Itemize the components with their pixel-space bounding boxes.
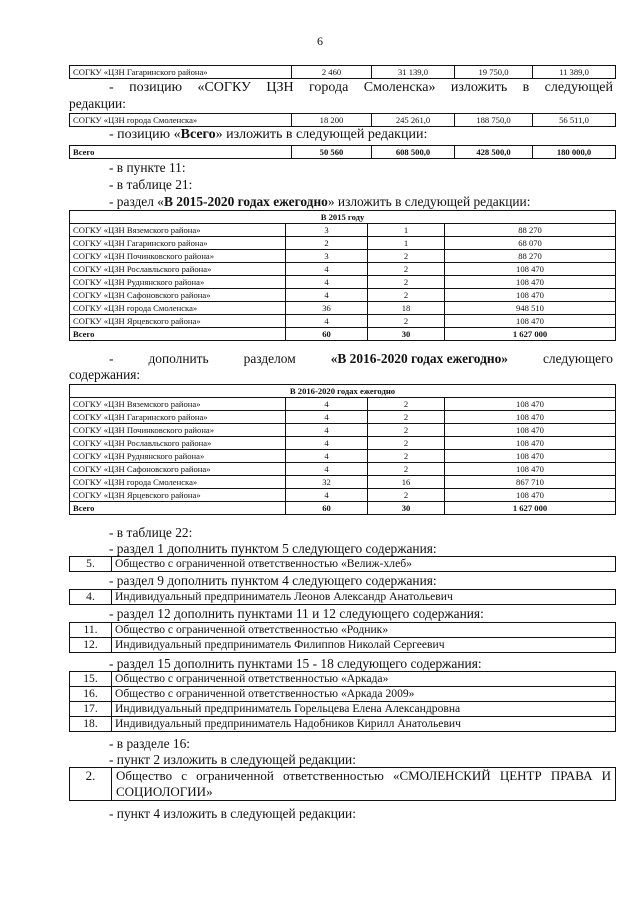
word: в: [522, 80, 530, 95]
table-row: [70, 328, 616, 341]
table-row: [70, 237, 616, 250]
cell-amount: 948 510: [445, 302, 616, 315]
table-2016: [69, 384, 616, 515]
list-item-text: Индивидуальный предприниматель Филиппов Николай Сергеевич: [112, 638, 616, 653]
table-2015: [69, 210, 616, 341]
table-total: [69, 145, 616, 159]
table-row: [70, 289, 616, 302]
word: города: [309, 80, 349, 95]
list-item-number: 4.: [70, 590, 112, 605]
table-row: [70, 315, 616, 328]
cell-count: 3: [286, 224, 368, 237]
cell-count: 2: [368, 315, 445, 328]
table-row: [70, 489, 616, 502]
paragraph-section-1: - раздел 1 дополнить пунктом 5 следующего содержания:: [109, 541, 437, 556]
paragraph-item-4: - пункт 4 изложить в следующей редакции:: [109, 806, 356, 821]
text: - раздел «: [109, 194, 164, 209]
list-item-text: Общество с ограниченной ответственностью «Аркада»: [112, 672, 616, 687]
word: следующего: [542, 351, 613, 366]
table-header: В 2015 году: [70, 211, 616, 224]
list-item-text: Общество с ограниченной ответственностью «Аркада 2009»: [112, 687, 616, 702]
cell-count: 30: [368, 502, 445, 515]
cell-amount: 108 470: [445, 315, 616, 328]
list-item-number: 16.: [70, 687, 112, 702]
cell-count: 1: [368, 237, 445, 250]
paragraph-position-smolensk: [109, 80, 613, 95]
row-name: СОГКУ «ЦЗН Гагаринского района»: [70, 411, 286, 424]
list-item-2: [69, 767, 616, 801]
list-item-line: СОЦИОЛОГИИ»: [116, 784, 213, 799]
table-row: [70, 424, 616, 437]
row-name: СОГКУ «ЦЗН Сафоновского района»: [70, 463, 286, 476]
text: - позицию «: [109, 127, 181, 142]
row-name: СОГКУ «ЦЗН Рославльского района»: [70, 263, 286, 276]
cell-count: 1: [368, 224, 445, 237]
cell-value: 245 261,0: [372, 114, 455, 127]
cell-count: 4: [286, 489, 368, 502]
paragraph-section-2015: [109, 194, 530, 209]
row-name: СОГКУ «ЦЗН Вяземского района»: [70, 398, 286, 411]
word: ограниченной: [196, 768, 274, 783]
cell-count: 30: [368, 328, 445, 341]
word: с: [181, 768, 188, 783]
cell-count: 4: [286, 398, 368, 411]
table-row: [70, 114, 616, 127]
word: Смоленска»: [363, 80, 436, 95]
row-name: СОГКУ «ЦЗН Починковского района»: [70, 250, 286, 263]
table-row: [70, 502, 616, 515]
cell-value: 56 511,0: [533, 114, 616, 127]
list-body: [70, 557, 616, 572]
table-smolensk: [69, 113, 616, 127]
word: «СМОЛЕНСКИЙ: [392, 768, 491, 783]
row-name: Всего: [70, 146, 292, 159]
cell-count: 4: [286, 276, 368, 289]
cell-amount: 108 470: [445, 450, 616, 463]
cell-amount: 108 470: [445, 463, 616, 476]
row-name: СОГКУ «ЦЗН Вяземского района»: [70, 224, 286, 237]
row-name: Всего: [70, 328, 286, 341]
cell-amount: 867 710: [445, 476, 616, 489]
cell-value: 11 389,0: [533, 66, 616, 79]
word: следующей: [544, 80, 613, 95]
word: «СОГКУ: [197, 80, 251, 95]
cell-amount: 108 470: [445, 289, 616, 302]
cell-value: 31 139,0: [372, 66, 455, 79]
cell-count: 2: [368, 489, 445, 502]
table-row: [70, 302, 616, 315]
list-item: [70, 687, 616, 702]
row-name: СОГКУ «ЦЗН Ярцевского района»: [70, 315, 286, 328]
list-section-1: [69, 556, 616, 572]
cell-count: 18: [368, 302, 445, 315]
cell-count: 16: [368, 476, 445, 489]
table-row: [70, 224, 616, 237]
cell-value: 50 560: [292, 146, 372, 159]
list-section-9: [69, 589, 616, 605]
paragraph-table-21: - в таблице 21:: [109, 177, 193, 192]
cell-amount: 68 070: [445, 237, 616, 250]
word: -: [109, 80, 114, 95]
cell-amount: 108 470: [445, 489, 616, 502]
row-name: СОГКУ «ЦЗН Рославльского района»: [70, 437, 286, 450]
cell-count: 2: [368, 276, 445, 289]
cell-amount: 108 470: [445, 263, 616, 276]
cell-amount: 88 270: [445, 250, 616, 263]
cell-amount: 1 627 000: [445, 502, 616, 515]
paragraph-section-9: - раздел 9 дополнить пунктом 4 следующего содержания:: [109, 573, 437, 588]
table-row: [70, 450, 616, 463]
cell-count: 4: [286, 463, 368, 476]
table-row: [70, 146, 616, 159]
cell-amount: 108 470: [445, 398, 616, 411]
list-item-number: 5.: [70, 557, 112, 572]
list-section-12: [69, 622, 616, 653]
paragraph-line: редакции:: [69, 96, 126, 111]
cell-value: 2 460: [292, 66, 372, 79]
row-name: СОГКУ «ЦЗН Гагаринского района»: [70, 66, 292, 79]
word: ЦЗН: [266, 80, 294, 95]
row-name: СОГКУ «ЦЗН города Смоленска»: [70, 302, 286, 315]
cell-count: 36: [286, 302, 368, 315]
cell-count: 4: [286, 424, 368, 437]
word: разделом: [243, 351, 296, 366]
paragraph-section-16: - в разделе 16:: [109, 736, 191, 751]
cell-value: 188 750,0: [455, 114, 533, 127]
text-bold: Всего: [180, 127, 216, 142]
list-item-number: 11.: [70, 623, 112, 638]
cell-count: 2: [368, 437, 445, 450]
cell-count: 60: [286, 502, 368, 515]
word: изложить: [450, 80, 508, 95]
cell-count: 32: [286, 476, 368, 489]
paragraph-table-22: - в таблице 22:: [109, 525, 193, 540]
list-body: [70, 590, 616, 605]
table-row: [70, 463, 616, 476]
list-item: [70, 590, 616, 605]
table-header: В 2016-2020 годах ежегодно: [70, 385, 616, 398]
cell-value: 428 500,0: [455, 146, 533, 159]
table-row: [70, 250, 616, 263]
list-item-text: Индивидуальный предприниматель Надобников Кирилл Анатольевич: [112, 717, 616, 732]
cell-count: 2: [368, 463, 445, 476]
table-row: [70, 263, 616, 276]
text: » изложить в следующей редакции:: [327, 194, 531, 209]
row-name: Всего: [70, 502, 286, 515]
list-body: [70, 672, 616, 732]
list-item-text: Индивидуальный предприниматель Горельцева Елена Александровна: [112, 702, 616, 717]
list-item: [70, 702, 616, 717]
cell-count: 4: [286, 289, 368, 302]
cell-count: 2: [368, 411, 445, 424]
paragraph-line: содержания:: [69, 367, 141, 382]
cell-value: 180 000,0: [533, 146, 616, 159]
cell-value: 18 200: [292, 114, 372, 127]
row-name: СОГКУ «ЦЗН Руднянского района»: [70, 276, 286, 289]
list-item: [70, 557, 616, 572]
cell-count: 4: [286, 263, 368, 276]
list-item-number: 12.: [70, 638, 112, 653]
cell-count: 2: [368, 398, 445, 411]
cell-count: 4: [286, 315, 368, 328]
table-row: [70, 66, 616, 79]
word: Общество: [116, 768, 173, 783]
paragraph-position-total: [109, 127, 427, 142]
table-row: [70, 437, 616, 450]
word: дополнить: [148, 351, 209, 366]
word: ПРАВА: [550, 768, 593, 783]
list-item-line: [116, 768, 611, 784]
page-number: 6: [317, 34, 323, 48]
row-name: СОГКУ «ЦЗН Сафоновского района»: [70, 289, 286, 302]
paragraph-item-11: - в пункте 11:: [109, 160, 186, 175]
list-item: [70, 768, 616, 801]
cell-count: 2: [368, 289, 445, 302]
word: И: [601, 768, 611, 783]
text-bold: В 2015-2020 годах ежегодно: [163, 194, 328, 209]
cell-count: 4: [286, 437, 368, 450]
list-item: [70, 638, 616, 653]
row-name: СОГКУ «ЦЗН Починковского района»: [70, 424, 286, 437]
list-item-number: 2.: [70, 768, 112, 801]
row-name: СОГКУ «ЦЗН города Смоленска»: [70, 476, 286, 489]
list-item: [70, 623, 616, 638]
row-name: СОГКУ «ЦЗН Гагаринского района»: [70, 237, 286, 250]
cell-count: 60: [286, 328, 368, 341]
cell-count: 2: [368, 424, 445, 437]
cell-value: 608 500,0: [372, 146, 455, 159]
table-body: [70, 398, 616, 515]
list-item: [70, 717, 616, 732]
text-bold: «В 2016-2020 годах ежегодно»: [330, 351, 508, 366]
cell-count: 2: [368, 450, 445, 463]
cell-amount: 88 270: [445, 224, 616, 237]
table-header-row: [70, 211, 616, 224]
list-item-number: 17.: [70, 702, 112, 717]
paragraph-add-2016: [109, 351, 613, 366]
row-name: СОГКУ «ЦЗН Ярцевского района»: [70, 489, 286, 502]
word: ответственностью: [283, 768, 384, 783]
cell-count: 2: [368, 263, 445, 276]
paragraph-item-2: - пункт 2 изложить в следующей редакции:: [109, 752, 356, 767]
row-name: СОГКУ «ЦЗН Руднянского района»: [70, 450, 286, 463]
cell-count: 4: [286, 450, 368, 463]
word: ЦЕНТР: [499, 768, 542, 783]
cell-count: 2: [368, 250, 445, 263]
cell-count: 3: [286, 250, 368, 263]
cell-amount: 1 627 000: [445, 328, 616, 341]
table-top-row: [69, 65, 616, 79]
list-item-number: 15.: [70, 672, 112, 687]
table-row: [70, 398, 616, 411]
cell-count: 2: [286, 237, 368, 250]
list-item-number: 18.: [70, 717, 112, 732]
table-row: [70, 411, 616, 424]
cell-amount: 108 470: [445, 424, 616, 437]
list-item: [70, 672, 616, 687]
cell-count: 4: [286, 411, 368, 424]
table-row: [70, 476, 616, 489]
list-item-text: Общество с ограниченной ответственностью «Велиж-хлеб»: [112, 557, 616, 572]
list-item-text: Общество с ограниченной ответственностью «Родник»: [112, 623, 616, 638]
table-body: [70, 224, 616, 341]
cell-amount: 108 470: [445, 276, 616, 289]
cell-value: 19 750,0: [455, 66, 533, 79]
list-body: [70, 623, 616, 653]
row-name: СОГКУ «ЦЗН города Смоленска»: [70, 114, 292, 127]
cell-amount: 108 470: [445, 411, 616, 424]
word: -: [109, 351, 114, 366]
cell-amount: 108 470: [445, 437, 616, 450]
list-item-text: Индивидуальный предприниматель Леонов Александр Анатольевич: [112, 590, 616, 605]
list-section-15: [69, 671, 616, 732]
paragraph-section-12: - раздел 12 дополнить пунктами 11 и 12 следующего содержания:: [109, 606, 484, 621]
table-row: [70, 276, 616, 289]
table-header-row: [70, 385, 616, 398]
paragraph-section-15: - раздел 15 дополнить пунктами 15 - 18 следующего содержания:: [109, 656, 482, 671]
text: » изложить в следующей редакции:: [215, 127, 428, 142]
list-item-text: [112, 768, 616, 801]
word: позицию: [129, 80, 183, 95]
